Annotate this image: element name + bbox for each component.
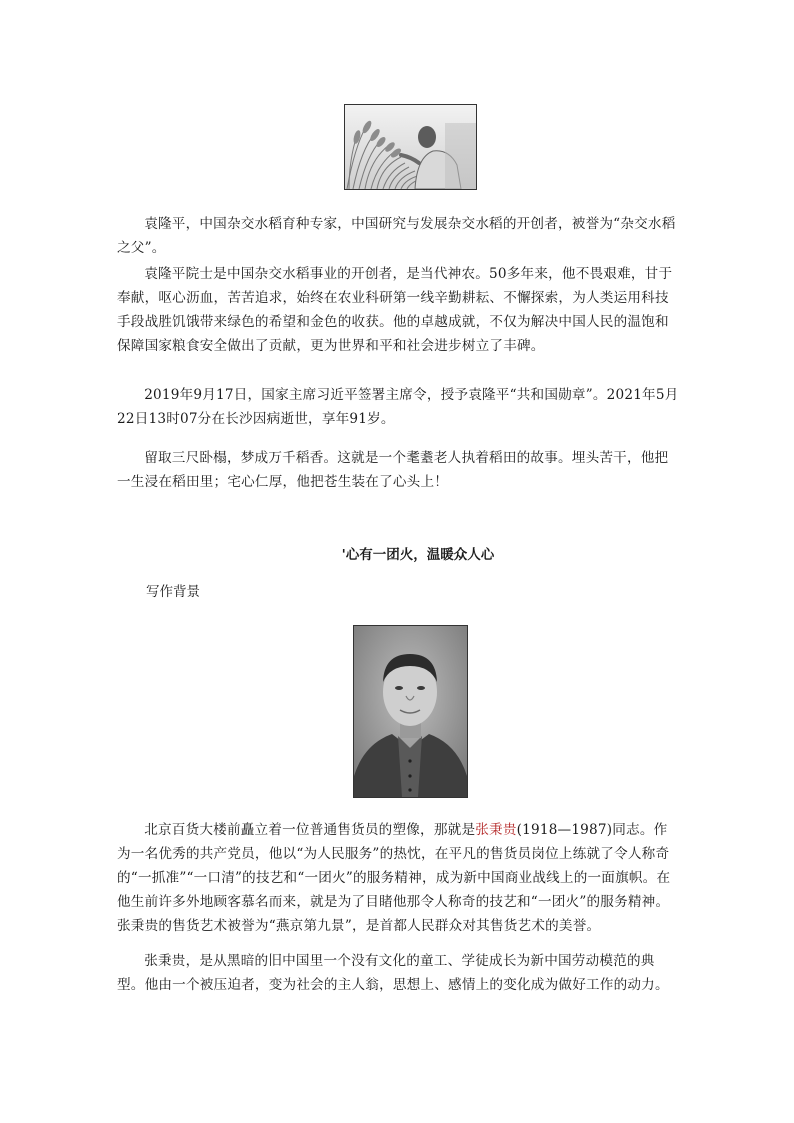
achievement-paragraph: 袁隆平院士是中国杂交水稻事业的开创者，是当代神农。50多年来，他不畏艰难，甘于奉献，呕心沥血，苦苦追求，始终在农业科研第一线辛勤耕耘、不懈探索，为人类运用科技手段战胜饥饿带来绿色的希望和金色的收获。他的卓越成就，不仅为解决中国人民的温饱和保障国家粮食安全做出了贡献，更为世界和平和社会进步树立了丰碑。	[117, 266, 673, 354]
zhang-paragraph	[117, 818, 680, 938]
intro-paragraph: 袁隆平，中国杂交水稻育种专家，中国研究与发展杂交水稻的开创者，被誉为“杂交水稻之父”。	[117, 216, 676, 256]
zhang-paragraph-rest: (1918—1987)同志。作为一名优秀的共产党员，他以“为人民服务”的热忱，在平凡的售货员岗位上练就了令人称奇的“一抓准”“一口清”的技艺和“一团火”的服务精神，成为新中国商业战线上的一面旗帜。在他生前许多外地顾客慕名而来，就是为了目睹他那令人称奇的技艺和“一团火”的服务精神。张秉贵的售货艺术被誉为“燕京第九景”，是首都人民群众对其售货艺术的美誉。	[117, 822, 671, 934]
model-worker-paragraph: 张秉贵，是从黑暗的旧中国里一个没有文化的童工、学徒成长为新中国劳动模范的典型。他由一个被压迫者，变为社会的主人翁，思想上、感情上的变化成为做好工作的动力。	[117, 953, 669, 993]
rice-field-illustration	[345, 105, 476, 189]
zhang-paragraph-start: 北京百货大楼前矗立着一位普通售货员的塑像，那就是	[144, 822, 476, 838]
person-name-highlight: 张秉贵	[475, 822, 517, 838]
portrait-illustration	[354, 626, 467, 797]
section-title-text: '心有一团火，温暖众人心	[341, 547, 495, 563]
writing-background-label: 写作背景	[146, 584, 200, 600]
honor-paragraph: 2019年9月17日，国家主席习近平签署主席令，授予袁隆平“共和国勋章”。2021年5月22日13时07分在长沙因病逝世，享年91岁。	[117, 387, 679, 427]
rice-field-photo	[344, 104, 477, 190]
tribute-paragraph: 留取三尺卧榻，梦成万千稻香。这就是一个耄耋老人执着稻田的故事。埋头苦干，他把一生浸在稻田里；宅心仁厚，他把苍生装在了心头上！	[117, 450, 669, 490]
section-title	[0, 543, 794, 563]
portrait-photo	[353, 625, 468, 798]
